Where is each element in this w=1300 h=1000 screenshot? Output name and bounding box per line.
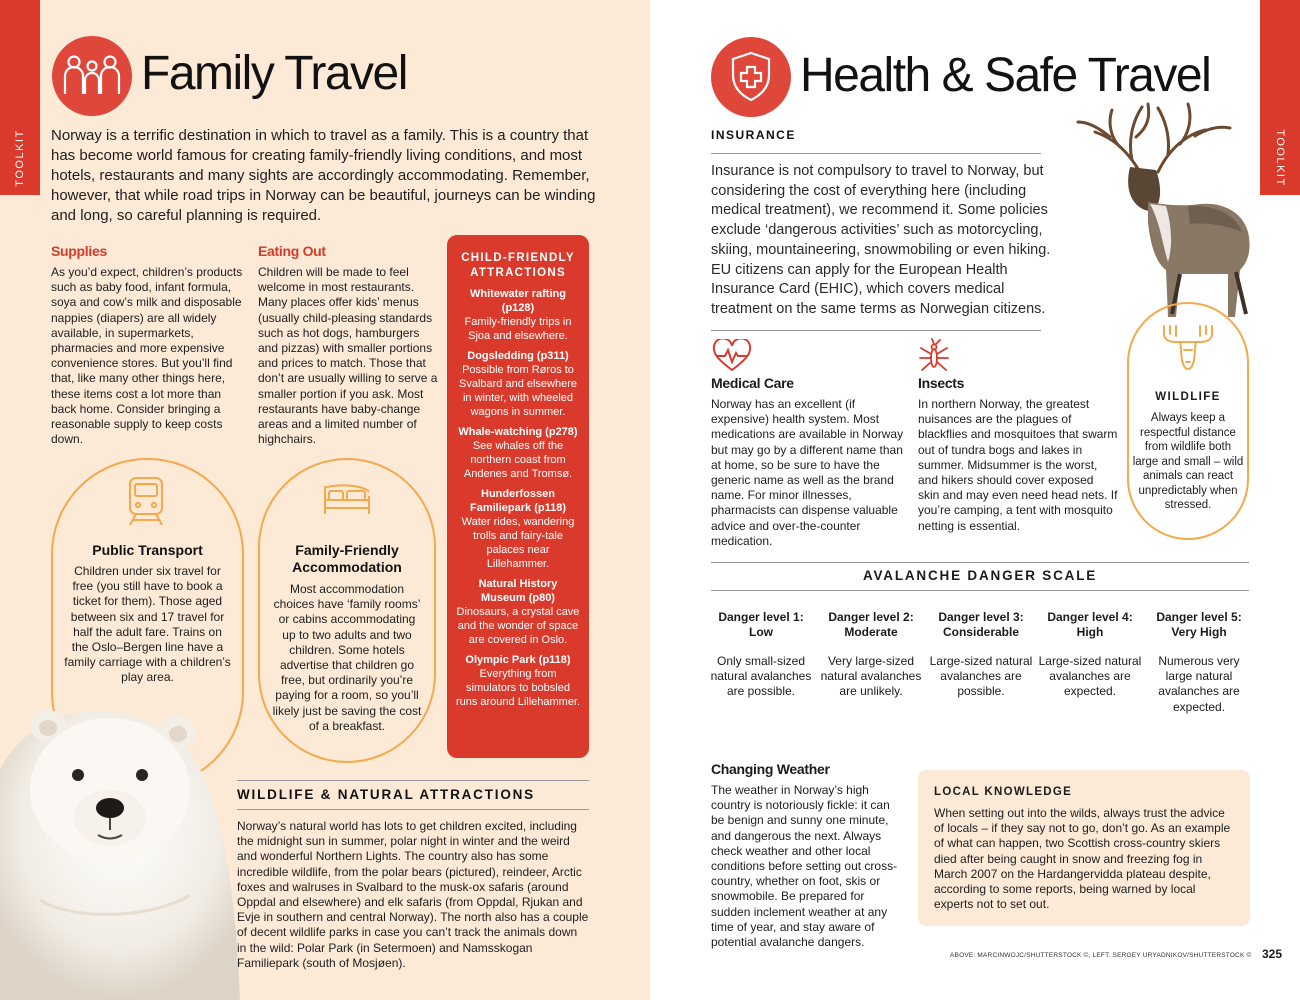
wildlife-text: Always keep a respectful distance from wildlife both large and small – wild animals can react unpredictably when stressed. <box>1132 412 1244 511</box>
local-knowledge-heading: LOCAL KNOWLEDGE <box>934 786 1073 798</box>
danger-level-label: Danger level 5: Very High <box>1156 610 1242 639</box>
public-transport-text: Children under six travel for free (you still have to book a ticket for them). Those aged between six and 17 travel for half the adult fare. Trains on the Oslo–Bergen line have a family carriage with a children’s play area. <box>64 564 231 685</box>
danger-level-desc: Very large-sized natural avalanches are unlikely. <box>820 654 922 699</box>
attraction-name: Olympic Park (p118) <box>465 654 571 666</box>
danger-level-label: Danger level 2: Moderate <box>828 610 914 639</box>
avalanche-top-rule <box>711 562 1249 563</box>
attraction-name: Whale-watching (p278) <box>458 426 578 438</box>
attraction-desc: Water rides, wandering trolls and fairy-tale palaces near Lillehammer. <box>461 516 575 570</box>
attraction-desc: Possible from Røros to Svalbard and elsewhere in winter, with wheeled wagons in summer. <box>458 364 578 418</box>
intro-paragraph: Norway is a terrific destination in which to travel as a family. This is a country that has become world famous for creating family-friendly living conditions, and most hotels, restaurants and many sights are accordingly accommodating. Remember, however, that while road trips in Norway can be beautiful, journeys can be winding and long, so careful planning is required. <box>51 127 596 224</box>
local-knowledge-box <box>918 770 1250 926</box>
attraction-desc: Everything from simulators to bobsled runs around Lillehammer. <box>455 668 581 708</box>
insurance-text: Insurance is not compulsory to travel to Norway, but considering the cost of everything here (including medical treatment), we recommend it. Some policies exclude ‘dangerous activities’ such as motorcycling, skiing, mountaineering, snowmobiling or even hiking. EU citizens can apply for the European Health Insurance Card (EHIC), which covers medical treatment on the same terms as Norwegian citizens. <box>711 163 1051 317</box>
danger-level-4 <box>1038 610 1142 700</box>
attraction-item <box>455 653 581 709</box>
eating-out-text: Children will be made to feel welcome in most restaurants. Many places offer kids’ menus (usually child-pleasing standards such as hot dogs, hamburgers and pizzas) with smaller portions and prices to match. Those that don’t are usually willing to serve a smaller portion if you ask. Most restaurants have baby-change areas and a limited number of highchairs. <box>258 265 438 447</box>
local-knowledge-text: When setting out into the wilds, always trust the advice of locals – if they say not to go, don’t go. As an example of what can happen, two Scottish cross-country skiers died after being caught in snow and freezing fog in March 2007 on the Hardangervidda plateau despite, according to some reports, being warned by local experts not to set out. <box>934 806 1231 912</box>
medical-care-heading: Medical Care <box>711 375 794 391</box>
public-transport-title: Public Transport <box>92 542 203 558</box>
danger-level-label: Danger level 1: Low <box>718 610 804 639</box>
danger-level-label: Danger level 3: Considerable <box>938 610 1024 639</box>
wildlife-bottom-rule <box>237 809 589 810</box>
attraction-item <box>455 287 581 343</box>
photo-credits: ABOVE: MARCINWOJC/SHUTTERSTOCK ©, LEFT: SERGEY URYADNIKOV/SHUTTERSTOCK © <box>950 952 1252 959</box>
attractions-box-title: CHILD-FRIENDLY ATTRACTIONS <box>461 252 575 279</box>
attraction-item <box>455 349 581 419</box>
supplies-heading: Supplies <box>51 243 107 259</box>
family-icon <box>52 36 132 116</box>
danger-level-label: Danger level 4: High <box>1047 610 1133 639</box>
attraction-name: Dogsledding (p311) <box>467 350 569 362</box>
toolkit-tab-right <box>1260 0 1300 195</box>
danger-level-desc: Only small-sized natural avalanches are possible. <box>710 654 812 699</box>
train-icon <box>124 475 168 532</box>
attraction-desc: Dinosaurs, a crystal cave and the wonder of space are covered in Oslo. <box>456 606 580 646</box>
supplies-text: As you’d expect, children’s products such as baby food, infant formula, soya and cow’s milk and disposable nappies (diapers) are all widely available, in supermarkets, pharmacies and more expensive convenience stores. But you’ll find that, like many other things here, these items cost a lot more than back home. Consider bringing a reasonable supply to keep costs down. <box>51 265 243 447</box>
danger-level-5 <box>1147 610 1251 715</box>
wildlife-top-rule <box>237 780 589 781</box>
changing-weather-heading: Changing Weather <box>711 761 830 777</box>
danger-level-2 <box>819 610 923 700</box>
attraction-desc: Family-friendly trips in Sjoa and elsewhere. <box>464 316 572 342</box>
attraction-name: Hunderfossen Familiepark (p118) <box>470 488 566 514</box>
child-friendly-attractions-box <box>447 235 589 758</box>
insurance-bottom-rule <box>711 330 1041 331</box>
wildlife-attractions-heading: WILDLIFE & NATURAL ATTRACTIONS <box>237 787 535 802</box>
insurance-top-rule <box>711 153 1041 154</box>
eating-out-heading: Eating Out <box>258 243 326 259</box>
attraction-name: Whitewater rafting (p128) <box>470 288 566 314</box>
danger-level-desc: Large-sized natural avalanches are possible. <box>929 654 1033 699</box>
mosquito-icon <box>916 338 952 379</box>
insects-heading: Insects <box>918 375 965 391</box>
wildlife-heading: WILDLIFE <box>1155 391 1221 403</box>
attraction-name: Natural History Museum (p80) <box>478 578 558 604</box>
page-title: Family Travel <box>141 47 407 100</box>
danger-level-1 <box>709 610 813 700</box>
medical-shield-icon <box>711 37 791 117</box>
heartbeat-icon <box>712 339 752 378</box>
toolkit-tab-left <box>0 0 40 195</box>
bed-icon <box>321 480 373 523</box>
avalanche-bottom-rule <box>711 590 1249 591</box>
danger-level-desc: Large-sized natural avalanches are expected. <box>1038 654 1142 699</box>
danger-level-desc: Numerous very large natural avalanches are expected. <box>1158 654 1240 714</box>
attraction-item <box>455 425 581 481</box>
accommodation-text: Most accommodation choices have ‘family rooms’ or cabins accommodating up to two adults and two children. Some hotels advertise that children go free, but ordinarily you’re paying for a room, so you’ll likely just be saving the cost of a breakfast. <box>272 582 422 733</box>
toolkit-tab-label: TOOLKIT <box>14 129 26 187</box>
changing-weather-text: The weather in Norway’s high country is notoriously fickle: it can be benign and sunny one minute, and dangerous the next. Always check weather and other local conditions before setting out cross-country, whether on foot, skis or snowmobile. Be prepared for sudden inclement weather at any time of year, and stay aware of potential avalanche dangers. <box>711 783 898 950</box>
toolkit-tab-label: TOOLKIT <box>1274 129 1286 187</box>
avalanche-heading: AVALANCHE DANGER SCALE <box>862 568 1098 583</box>
page-number: 325 <box>1262 947 1283 961</box>
moose-icon <box>1160 322 1216 377</box>
attraction-desc: See whales off the northern coast from Andenes and Tromsø. <box>463 440 573 480</box>
page-title: Health & Safe Travel <box>800 49 1211 102</box>
insects-text: In northern Norway, the greatest nuisances are the plagues of blackflies and mosquitoes that swarm out of tundra bogs and lakes in summer. Midsummer is the worst, and hikers should cover exposed skin and may even need head nets. If you’re camping, a tent with mosquito netting is essential. <box>918 397 1118 533</box>
danger-level-3 <box>929 610 1033 700</box>
medical-care-text: Norway has an excellent (if expensive) health system. Most medications are available in Norway but may go by a different name than at home, so be sure to have the generic name as well as the brand name. For minor illnesses, pharmacists can dispense valuable advice and over-the-counter medication. <box>711 397 904 548</box>
polar-bear-photo <box>0 690 240 1000</box>
wildlife-attractions-text: Norway’s natural world has lots to get children excited, including the midnight sun in summer, polar night in winter and the weird and wonderful Northern Lights. The country also has some incredible wildlife, from the polar bears (pictured), reindeer, Arctic foxes and walruses in Svalbard to the musk-ox safaris (around Oppdal and elsewhere) and elk safaris (from Oppdal, Rjukan and Evje in southern and central Norway). The north also has a couple of decent wildlife parks in case you can’t track the animals down in the wild: Polar Park (in Setermoen) and Namsskogan Familiepark (south of Mosjøen). <box>237 819 589 970</box>
insurance-heading: INSURANCE <box>711 128 796 142</box>
accommodation-title: Family-Friendly Accommodation <box>292 542 402 575</box>
attraction-item <box>455 487 581 571</box>
attraction-item <box>455 577 581 647</box>
reindeer-photo <box>1070 92 1260 322</box>
right-page <box>650 0 1300 1000</box>
